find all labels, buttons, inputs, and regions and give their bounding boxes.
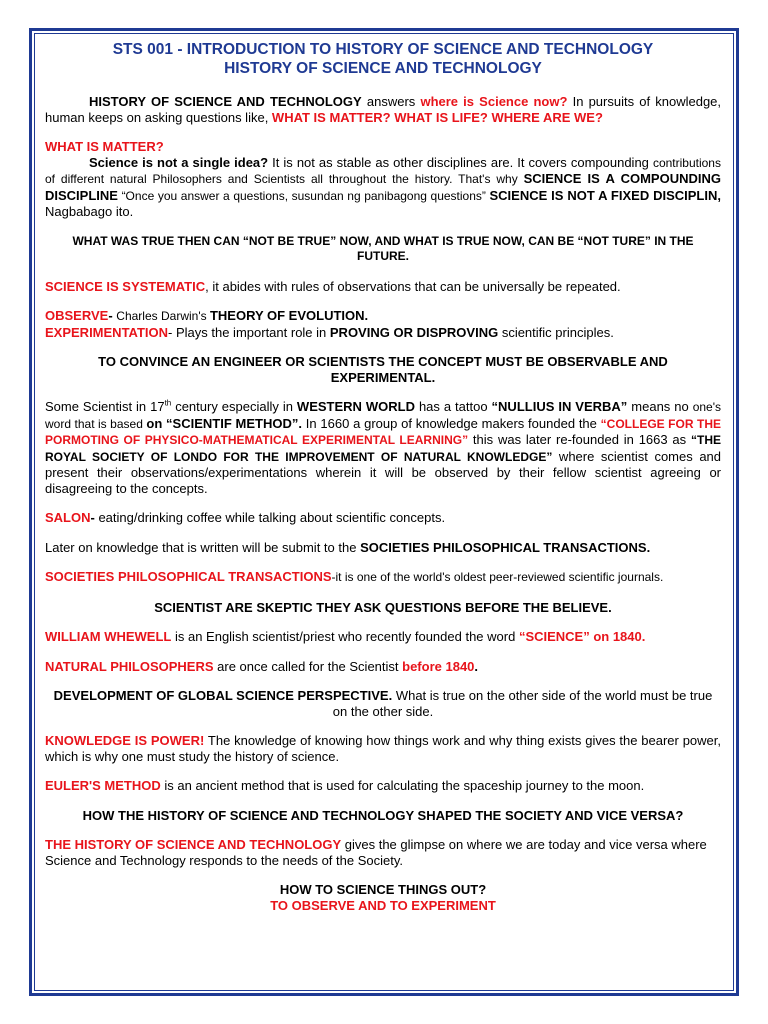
shaped-statement: HOW THE HISTORY OF SCIENCE AND TECHNOLOGY SHAPED THE SOCIETY AND VICE VERSA? — [82, 807, 684, 823]
salon-line: SALON- eating/drinking coffee while talking about scientific concepts. — [45, 510, 446, 525]
document-subtitle: HISTORY OF SCIENCE AND TECHNOLOGY — [224, 60, 542, 77]
document-title: STS 001 - INTRODUCTION TO HISTORY OF SCIENCE AND TECHNOLOGY — [112, 41, 654, 58]
societies-line: SOCIETIES PHILOSOPHICAL TRANSACTIONS-it is one of the world's oldest peer-reviewed scientific journals. — [45, 569, 664, 584]
experimentation-line: EXPERIMENTATION- Plays the important role in PROVING OR DISPROVING scientific principles. — [45, 324, 614, 340]
observe-line: OBSERVE- Charles Darwin's THEORY OF EVOLUTION. — [45, 308, 369, 323]
glimpse-paragraph: THE HISTORY OF SCIENCE AND TECHNOLOGY gives the glimpse on where we are today and vice versa where Science and Technology responds to the needs of the Society. — [45, 837, 707, 868]
matter-heading: WHAT IS MATTER? — [45, 139, 164, 154]
document-body — [45, 40, 721, 913]
convince-statement: TO CONVINCE AN ENGINEER OR SCIENTISTS THE CONCEPT MUST BE OBSERVABLE AND EXPERIMENTAL. — [98, 354, 668, 385]
knowledge-power-paragraph: KNOWLEDGE IS POWER! The knowledge of knowing how things work and why thing exists gives the bearer power, which is why one must study the history of science. — [45, 733, 721, 764]
intro-paragraph: HISTORY OF SCIENCE AND TECHNOLOGY answers where is Science now? In pursuits of knowledge, human keeps on asking questions like, WHAT IS MATTER? WHAT IS LIFE? WHERE ARE WE? — [45, 94, 722, 125]
later-line: Later on knowledge that is written will be submit to the SOCIETIES PHILOSOPHICAL TRANSACTIONS. — [45, 539, 651, 555]
natural-philosophers-line: NATURAL PHILOSOPHERS are once called for the Scientist before 1840. — [45, 658, 479, 674]
skeptic-statement: SCIENTIST ARE SKEPTIC THEY ASK QUESTIONS BEFORE THE BELIEVE. — [154, 599, 612, 615]
history-paragraph: Some Scientist in 17th century especially in WESTERN WORLD has a tattoo “NULLIUS IN VERBA” means no one's word that is based on “SCIENTIF METHOD”. In 1660 a group of knowledge makers founded the “COLLEGE FOR THE PORMOTING OF PHYSICO-MATHEMATICAL EXPERIMENTAL LEARNING” this was later re-founded in 1663 as “THE ROYAL SOCIETY OF LONDO FOR THE IMPROVEMENT OF NATURAL KNOWLEDGE” where scientist comes and present their observations/experimentations wherein it will be observed by their fellow scientist agreeing or disagreeing to the concepts. — [45, 398, 722, 496]
truth-statement: WHAT WAS TRUE THEN CAN “NOT BE TRUE” NOW, AND WHAT IS TRUE NOW, CAN BE “NOT TURE” IN THE FUTURE. — [72, 233, 694, 263]
global-perspective-paragraph: DEVELOPMENT OF GLOBAL SCIENCE PERSPECTIVE. What is true on the other side of the world must be true on the other side. — [53, 688, 713, 719]
matter-paragraph: Science is not a single idea? It is not as stable as other disciplines are. It covers compounding contributions of different natural Philosophers and Scientists all throughout the history. That's why SCIENCE IS A COMPOUNDING DISCIPLINE “Once you answer a questions, susundan ng panibagong questions” SCIENCE IS NOT A FIXED DISCIPLIN, Nagbabago ito. — [45, 154, 721, 219]
closing-answer: TO OBSERVE AND TO EXPERIMENT — [270, 897, 496, 913]
closing-question: HOW TO SCIENCE THINGS OUT? — [279, 882, 487, 897]
systematic-paragraph: SCIENCE IS SYSTEMATIC, it abides with rules of observations that can be universally be repeated. — [45, 278, 621, 294]
euler-line: EULER'S METHOD is an ancient method that is used for calculating the spaceship journey to the moon. — [45, 778, 645, 793]
whewell-line: WILLIAM WHEWELL is an English scientist/priest who recently founded the word “SCIENCE” on 1840. — [45, 629, 646, 644]
